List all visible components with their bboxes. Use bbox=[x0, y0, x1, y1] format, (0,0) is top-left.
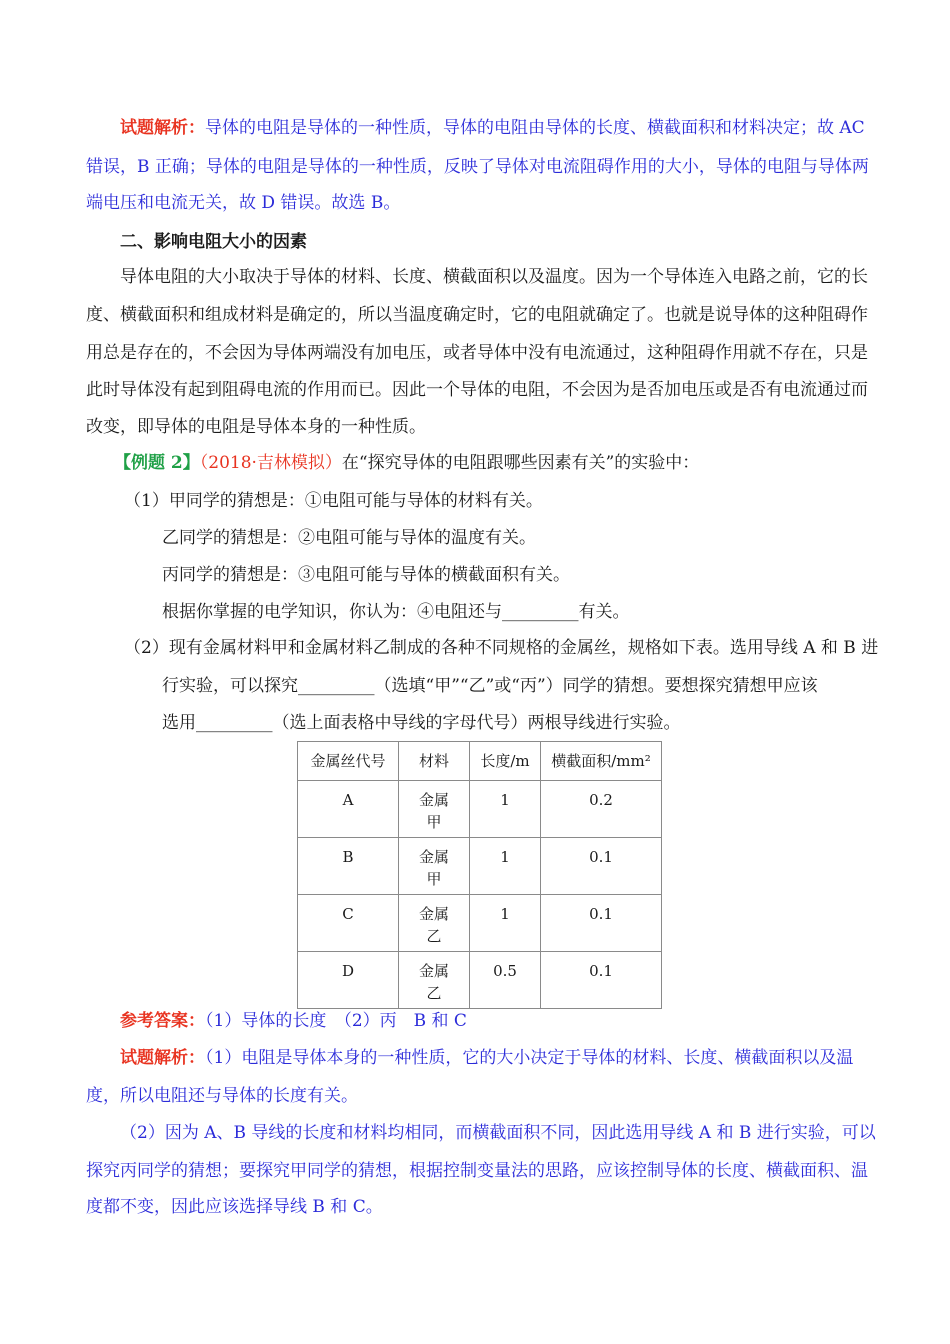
answer-text: （1）导体的长度 （2）丙 B 和 C bbox=[205, 1011, 467, 1031]
table-cell: 0.1 bbox=[541, 952, 662, 1009]
table-header-cell: 长度/m bbox=[470, 742, 541, 781]
question-text: 根据你掌握的电学知识，你认为：④电阻还与_________有关。 bbox=[162, 602, 630, 622]
question-text: （1）甲同学的猜想是：①电阻可能与导体的材料有关。 bbox=[124, 491, 543, 511]
table-cell: 0.2 bbox=[541, 781, 662, 838]
analysis-paragraph-2 bbox=[120, 1047, 853, 1069]
table-cell: 0.1 bbox=[541, 838, 662, 895]
body-text: 导体电阻的大小取决于导体的材料、长度、横截面积以及温度。因为一个导体连入电路之前，它的长 bbox=[120, 267, 868, 287]
answer-label: 参考答案： bbox=[120, 1011, 205, 1031]
table-cell: 1 bbox=[470, 781, 541, 838]
example-stem: 在“探究导体的电阻跟哪些因素有关”的实验中： bbox=[341, 453, 700, 473]
table-cell: 金属 甲 bbox=[399, 781, 470, 838]
table-cell: 金属 乙 bbox=[399, 952, 470, 1009]
table-header-cell: 金属丝代号 bbox=[298, 742, 399, 781]
body-text: 此时导体没有起到阻碍电流的作用而已。因此一个导体的电阻，不会因为是否加电压或是否有电流通过而 bbox=[86, 380, 868, 400]
table-cell: 金属 甲 bbox=[399, 838, 470, 895]
section-heading: 二、影响电阻大小的因素 bbox=[120, 232, 307, 252]
analysis-text: 导体的电阻是导体的一种性质，导体的电阻由导体的长度、横截面积和材料决定；故 AC bbox=[205, 118, 865, 138]
table-header-cell: 材料 bbox=[399, 742, 470, 781]
question-text: 乙同学的猜想是：②电阻可能与导体的温度有关。 bbox=[162, 528, 536, 548]
table-cell: A bbox=[298, 781, 399, 838]
table-cell: 金属 乙 bbox=[399, 895, 470, 952]
table-cell: 1 bbox=[470, 838, 541, 895]
analysis-label: 试题解析： bbox=[120, 1048, 205, 1068]
table-cell: C bbox=[298, 895, 399, 952]
table-row bbox=[298, 952, 662, 1009]
table-header-cell: 横截面积/mm² bbox=[541, 742, 662, 781]
analysis-text: 度，所以电阻还与导体的长度有关。 bbox=[86, 1086, 358, 1106]
analysis-text: （1）电阻是导体本身的一种性质，它的大小决定于导体的材料、长度、横截面积以及温 bbox=[205, 1048, 854, 1068]
question-text: 行实验，可以探究_________（选填“甲”“乙”或“丙”）同学的猜想。要想探究猜想甲应该 bbox=[162, 676, 818, 696]
body-text: 用总是存在的，不会因为导体两端没有加电压，或者导体中没有电流通过，这种阻碍作用就不存在，只是 bbox=[86, 343, 868, 363]
question-text: 选用_________（选上面表格中导线的字母代号）两根导线进行实验。 bbox=[162, 713, 681, 733]
table-row bbox=[298, 895, 662, 952]
table-cell: D bbox=[298, 952, 399, 1009]
answer-line bbox=[120, 1010, 467, 1032]
example-heading bbox=[114, 452, 699, 474]
question-text: （2）现有金属材料甲和金属材料乙制成的各种不同规格的金属丝，规格如下表。选用导线 A 和 B 进 bbox=[124, 638, 879, 658]
analysis-text: 度都不变，因此应该选择导线 B 和 C。 bbox=[86, 1197, 383, 1217]
table-cell: 1 bbox=[470, 895, 541, 952]
example-source: （2018·吉林模拟） bbox=[199, 453, 342, 473]
table-cell: 0.1 bbox=[541, 895, 662, 952]
analysis-text: 错误，B 正确；导体的电阻是导体的一种性质，反映了导体对电流阻碍作用的大小，导体的电阻与导体两 bbox=[86, 157, 869, 177]
analysis-text: （2）因为 A、B 导线的长度和材料均相同，而横截面积不同，因此选用导线 A 和 B 进行实验，可以 bbox=[120, 1123, 876, 1143]
table-row bbox=[298, 838, 662, 895]
analysis-label: 试题解析： bbox=[120, 118, 205, 138]
example-tag: 【例题 2】 bbox=[114, 453, 200, 473]
wire-spec-table bbox=[297, 741, 662, 1009]
body-text: 度、横截面积和组成材料是确定的，所以当温度确定时，它的电阻就确定了。也就是说导体的这种阻碍作 bbox=[86, 305, 868, 325]
table-cell: 0.5 bbox=[470, 952, 541, 1009]
analysis-paragraph-1 bbox=[120, 117, 865, 139]
analysis-text: 端电压和电流无关，故 D 错误。故选 B。 bbox=[86, 193, 401, 213]
table-header-row bbox=[298, 742, 662, 781]
table-cell: B bbox=[298, 838, 399, 895]
analysis-text: 探究丙同学的猜想；要探究甲同学的猜想，根据控制变量法的思路，应该控制导体的长度、横截面积、温 bbox=[86, 1161, 868, 1181]
body-text: 改变，即导体的电阻是导体本身的一种性质。 bbox=[86, 417, 426, 437]
table-row bbox=[298, 781, 662, 838]
question-text: 丙同学的猜想是：③电阻可能与导体的横截面积有关。 bbox=[162, 565, 570, 585]
